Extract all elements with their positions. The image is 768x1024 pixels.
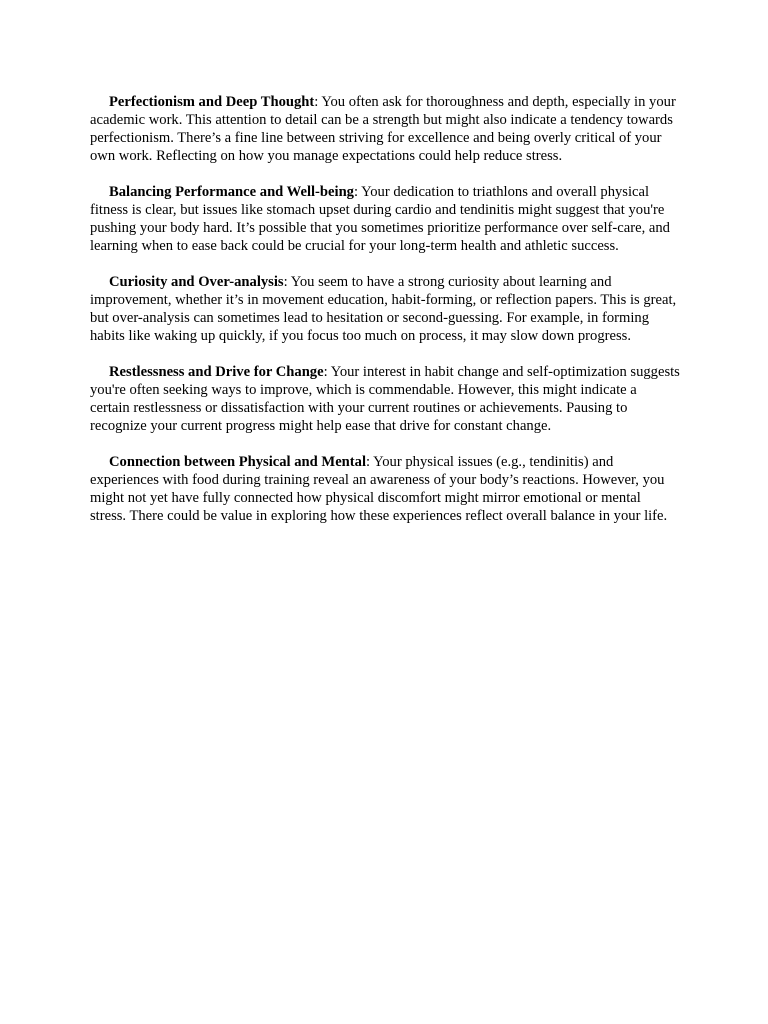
paragraph-restlessness	[90, 363, 680, 435]
paragraph-balancing	[90, 183, 680, 255]
paragraph-heading: Perfectionism and Deep Thought	[109, 94, 315, 110]
paragraph-text: : Your interest in habit change and self-optimization suggests you're often seeking ways to improve, which is commendable. However, this might indicate a certain restlessness or dissatisfaction with your current routines or achievements. Pausing to recognize your current progress might help ease that drive for constant change.	[90, 364, 680, 434]
document-page	[90, 93, 680, 543]
paragraph-heading: Restlessness and Drive for Change	[109, 364, 324, 380]
paragraph-heading: Curiosity and Over-analysis	[109, 274, 284, 290]
paragraph-perfectionism	[90, 93, 680, 165]
paragraph-text: : You seem to have a strong curiosity about learning and improvement, whether it’s in movement education, habit-forming, or reflection papers. This is great, but over-analysis can sometimes lead to hesitation or second-guessing. For example, in forming habits like waking up quickly, if you focus too much on process, it may slow down progress.	[90, 274, 677, 344]
paragraph-text: : You often ask for thoroughness and depth, especially in your academic work. This attention to detail can be a strength but might also indicate a tendency towards perfectionism. There’s a fine line between striving for excellence and being overly critical of your own work. Reflecting on how you manage expectations could help reduce stress.	[90, 94, 676, 164]
paragraph-heading: Connection between Physical and Mental	[109, 454, 367, 470]
paragraph-curiosity	[90, 273, 680, 345]
paragraph-connection	[90, 453, 680, 525]
paragraph-text: : Your dedication to triathlons and overall physical fitness is clear, but issues like stomach upset during cardio and tendinitis might suggest that you're pushing your body hard. It’s possible that you sometimes prioritize performance over self-care, and learning when to ease back could be crucial for your long-term health and athletic success.	[90, 184, 670, 254]
paragraph-heading: Balancing Performance and Well-being	[109, 184, 354, 200]
paragraph-text: : Your physical issues (e.g., tendinitis) and experiences with food during training reveal an awareness of your body’s reactions. However, you might not yet have fully connected how physical discomfort might mirror emotional or mental stress. There could be value in exploring how these experiences reflect overall balance in your life.	[90, 454, 668, 524]
